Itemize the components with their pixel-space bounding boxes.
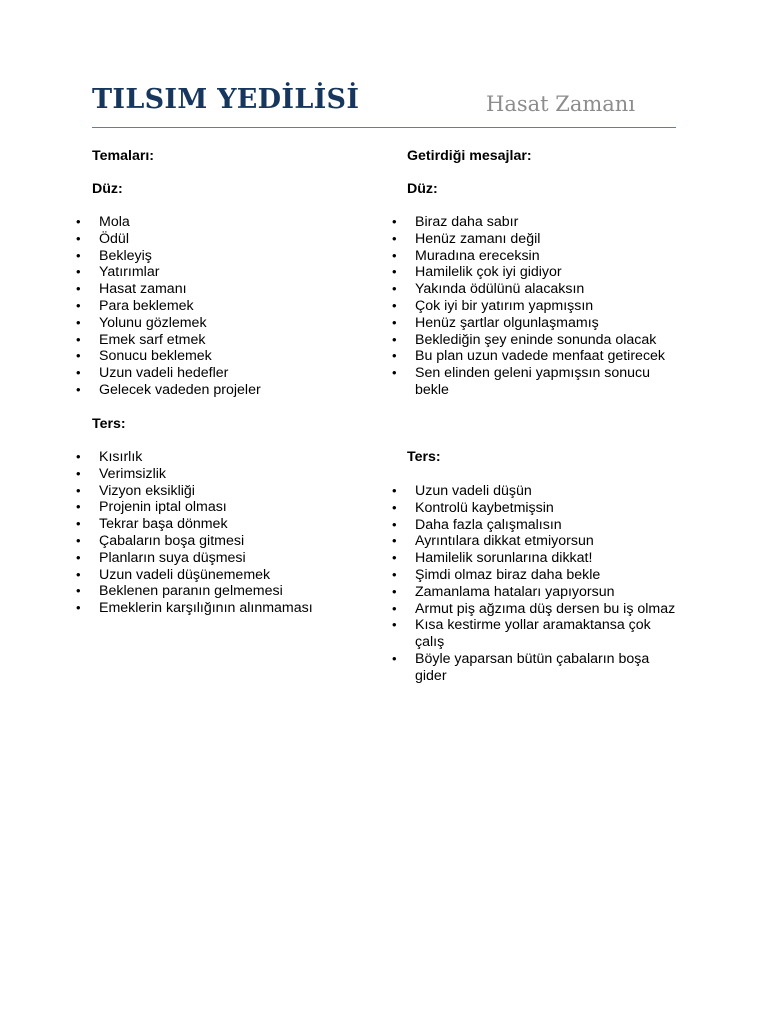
list-item [392,348,683,365]
bullet-icon: • [76,600,81,616]
list-item [76,348,261,365]
bullet-icon: • [76,348,81,364]
list-item [76,314,261,332]
list-item [392,533,683,550]
bullet-icon: • [76,214,81,229]
list-item [76,214,261,231]
list-item-text: Biraz daha sabır [415,214,519,230]
list-item-text: Daha fazla çalışmalısın [415,516,562,533]
list-item [392,214,683,231]
list-item-text: Henüz zamanı değil [415,230,541,247]
bullet-icon: • [76,532,81,548]
list-item-text: Planların suya düşmesi [99,549,246,566]
bullet-icon: • [392,650,397,666]
list-item-text: Tekrar başa dönmek [99,516,228,533]
list-item [392,566,683,584]
bullet-icon: • [392,516,397,532]
list-item [392,247,683,265]
bullet-icon: • [76,566,81,582]
list-item [392,230,683,248]
list-item-text: Şimdi olmaz biraz daha bekle [415,566,601,583]
list-item [392,499,683,517]
list-item-text: Çok iyi bir yatırım yapmışsın [415,297,594,314]
bullet-icon: • [392,214,397,229]
themes-reversed-label: Ters: [92,416,126,432]
bullet-icon: • [76,281,81,297]
bullet-icon: • [76,516,81,532]
list-item-text: Bekleyiş [99,247,152,264]
bullet-icon: • [392,281,397,297]
bullet-icon: • [392,483,397,498]
bullet-icon: • [76,583,81,599]
messages-reversed-list [392,483,683,685]
list-item [76,331,261,349]
bullet-icon: • [76,465,81,481]
list-item [76,516,313,533]
list-item-text: Hasat zamanı [99,281,187,298]
list-item-text: Sen elinden geleni yapmışsın sonucu bekle [415,365,651,398]
messages-upright-label: Düz: [407,181,438,197]
list-item-text: Verimsizlik [99,465,167,482]
list-item [76,264,261,281]
list-item-text: Kısırlık [99,449,143,465]
list-item [392,365,683,399]
list-item-text: Ödül [99,230,129,247]
themes-upright-label: Düz: [92,181,123,197]
list-item-text: Zamanlama hataları yapıyorsun [415,583,615,600]
list-item-text: Gelecek vadeden projeler [99,381,261,398]
list-item [392,583,683,601]
bullet-icon: • [76,331,81,347]
bullet-icon: • [76,365,81,381]
list-item [392,617,683,651]
list-item-text: Yatırımlar [99,264,160,281]
list-item [76,566,313,584]
list-item-text: Bu plan uzun vadede menfaat getirecek [415,348,666,365]
bullet-icon: • [392,617,397,633]
list-item-text: Hamilelik sorunlarına dikkat! [415,550,593,567]
bullet-icon: • [76,549,81,565]
bullet-icon: • [76,482,81,498]
bullet-icon: • [392,583,397,599]
bullet-icon: • [76,314,81,330]
list-item-text: Ayrıntılara dikkat etmiyorsun [415,533,594,550]
list-item [392,297,683,315]
bullet-icon: • [392,247,397,263]
list-item [76,600,313,617]
list-item-text: Emeklerin karşılığının alınmaması [99,600,313,617]
title-divider [92,127,676,128]
list-item [76,297,261,315]
list-item [76,465,313,483]
list-item [76,381,261,399]
list-item-text: Yolunu gözlemek [99,314,207,331]
page-title: TILSIM YEDİLİSİ [92,84,360,115]
themes-heading: Temaları: [92,148,155,164]
list-item [392,650,683,685]
list-item-text: Henüz şartlar olgunlaşmamış [415,314,599,331]
list-item-text: Projenin iptal olması [99,499,227,516]
themes-reversed-list [76,449,313,617]
bullet-icon: • [392,600,397,616]
list-item [392,550,683,567]
list-item [392,331,683,349]
list-item-text: Sonucu beklemek [99,348,212,365]
list-item-text: Muradına ereceksin [415,247,540,264]
list-item-text: Böyle yaparsan bütün çabaların boşa gider [415,650,650,684]
list-item [76,247,261,265]
list-item-text: Vizyon eksikliği [99,482,195,499]
list-item-text: Hamilelik çok iyi gidiyor [415,264,562,281]
list-item-text: Çabaların boşa gitmesi [99,532,245,549]
list-item [76,365,261,382]
list-item-text: Uzun vadeli düşün [415,483,532,499]
list-item [76,449,313,466]
bullet-icon: • [76,297,81,313]
bullet-icon: • [392,566,397,582]
bullet-icon: • [392,264,397,280]
list-item [392,600,683,618]
bullet-icon: • [76,230,81,246]
bullet-icon: • [392,533,397,549]
list-item [76,230,261,248]
bullet-icon: • [76,381,81,397]
list-item [76,499,313,516]
list-item-text: Yakında ödülünü alacaksın [415,281,585,298]
list-item-text: Mola [99,214,130,230]
list-item-text: Kısa kestirme yollar aramaktansa çok çalış [415,617,651,651]
list-item-text: Kontrolü kaybetmişsin [415,499,554,516]
list-item-text: Para beklemek [99,297,194,314]
bullet-icon: • [76,499,81,515]
list-item [392,483,683,500]
bullet-icon: • [76,449,81,464]
list-item [76,549,313,567]
list-item [392,264,683,281]
bullet-icon: • [392,331,397,347]
list-item [392,516,683,534]
list-item [392,281,683,298]
messages-upright-list [392,214,683,399]
list-item [76,281,261,298]
bullet-icon: • [392,550,397,566]
bullet-icon: • [392,365,397,381]
bullet-icon: • [76,247,81,263]
bullet-icon: • [76,264,81,280]
list-item-text: Uzun vadeli düşünememek [99,566,271,583]
list-item-text: Beklenen paranın gelmemesi [99,583,283,600]
list-item-text: Uzun vadeli hedefler [99,365,229,382]
list-item-text: Beklediğin şey eninde sonunda olacak [415,331,657,348]
list-item [392,314,683,332]
bullet-icon: • [392,348,397,364]
bullet-icon: • [392,314,397,330]
messages-heading: Getirdiği mesajlar: [407,148,532,164]
bullet-icon: • [392,230,397,246]
list-item-text: Emek sarf etmek [99,331,206,348]
page-subtitle: Hasat Zamanı [486,92,636,116]
list-item [76,482,313,500]
bullet-icon: • [392,499,397,515]
list-item-text: Armut piş ağzıma düş dersen bu iş olmaz [415,600,676,617]
bullet-icon: • [392,297,397,313]
messages-reversed-label: Ters: [407,449,441,465]
list-item [76,532,313,550]
themes-upright-list [76,214,261,399]
list-item [76,583,313,600]
